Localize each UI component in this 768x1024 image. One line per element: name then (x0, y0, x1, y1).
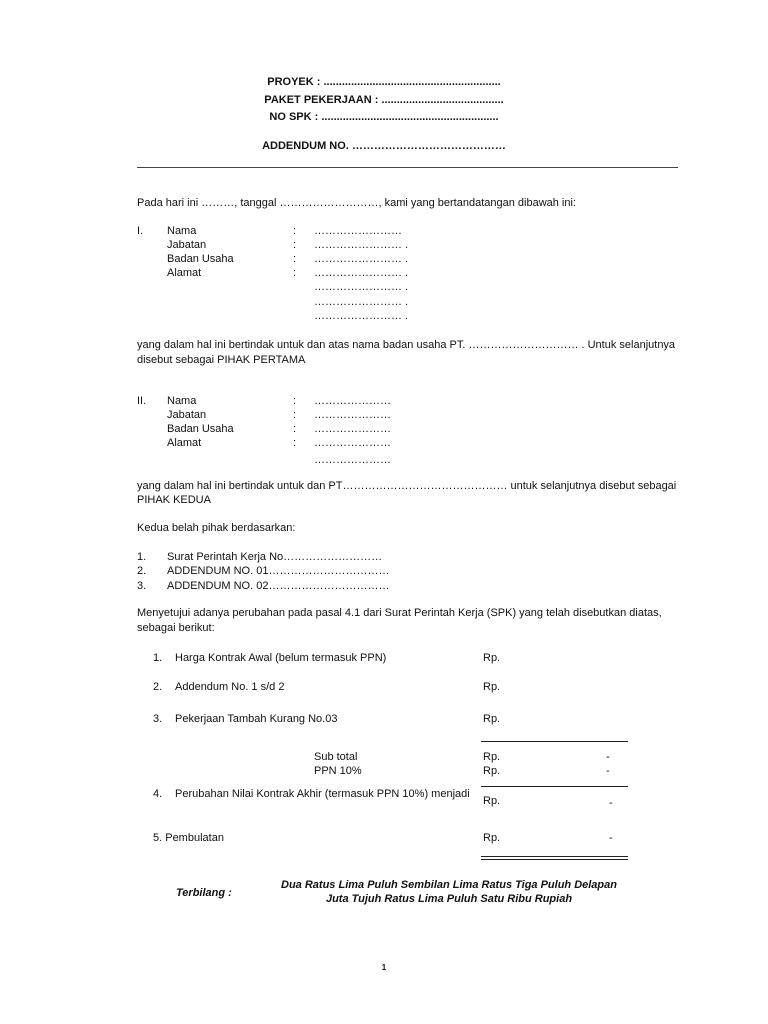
item-currency: Rp. (483, 795, 501, 807)
terbilang-line2: Juta Tujuh Ratus Lima Puluh Satu Ribu Rupiah (325, 893, 573, 905)
party2-number: II. (137, 395, 147, 407)
agreement-line1: Menyetujui adanya perubahan pada pasal 4.1 dari Surat Perintah Kerja (SPK) yang telah disebutkan diatas, (137, 607, 662, 619)
item-currency: Rp. (483, 652, 501, 664)
ppn-amount: - (606, 765, 610, 777)
pembulatan-currency: Rp. (483, 832, 501, 844)
item-harga-kontrak-awal: Harga Kontrak Awal (belum termasuk PPN) (175, 652, 387, 664)
basis-item-spk: Surat Perintah Kerja No……………………… (167, 551, 383, 563)
party1-nama-label: Nama (167, 225, 197, 237)
party1-jabatan-value: …………………… . (314, 239, 409, 251)
party2-nama-value: ………………… (314, 395, 391, 407)
party1-number: I. (137, 225, 144, 237)
party2-alamat-value: ………………… (314, 437, 391, 449)
pembulatan-amount: - (609, 832, 613, 844)
basis-number: 2. (137, 565, 147, 577)
party2-jabatan-label: Jabatan (167, 409, 207, 421)
party2-alamat-label: Alamat (167, 437, 202, 449)
grand-total-rule-bottom (481, 859, 628, 860)
basis-item-addendum-02: ADDENDUM NO. 02…………………………… (167, 580, 390, 592)
party1-badan-usaha-label: Badan Usaha (167, 253, 234, 265)
colon: : (293, 409, 297, 421)
colon: : (293, 395, 297, 407)
nilai-kontrak-akhir-amount: - (609, 797, 613, 809)
paket-line: PAKET PEKERJAAN : ........................................ (264, 94, 504, 106)
page-number: 1 (381, 963, 387, 972)
item-number: 3. (153, 713, 163, 725)
party2-jabatan-value: ………………… (314, 409, 391, 421)
colon: : (293, 423, 297, 435)
party2-description-line1: yang dalam hal ini bertindak untuk dan PT……………………………………… untuk selanjutnya disebut sebagai (137, 480, 677, 492)
colon: : (293, 239, 297, 251)
subtotal-currency: Rp. (483, 751, 501, 763)
party1-alamat-line4: …………………… . (314, 310, 409, 322)
party1-description-line1: yang dalam hal ini bertindak untuk dan atas nama badan usaha PT. ………………………… . Untuk selanjutnya (137, 339, 676, 351)
item-number: 2. (153, 681, 163, 693)
total-rule (481, 786, 628, 787)
colon: : (293, 267, 297, 279)
header-divider (137, 167, 678, 168)
grand-total-rule-top (481, 856, 628, 857)
ppn-currency: Rp. (483, 765, 501, 777)
party2-badan-usaha-label: Badan Usaha (167, 423, 234, 435)
item-pekerjaan-tambah-kurang: Pekerjaan Tambah Kurang No.03 (175, 713, 338, 725)
addendum-title: ADDENDUM NO. …………………………………… (262, 140, 506, 152)
party1-jabatan-label: Jabatan (167, 239, 207, 251)
party2-badan-usaha-value: ………………… (314, 423, 391, 435)
subtotal-label: Sub total (314, 751, 358, 763)
party1-badan-usaha-value: …………………… . (314, 253, 409, 265)
basis-number: 1. (137, 551, 147, 563)
colon: : (293, 437, 297, 449)
item-addendum: Addendum No. 1 s/d 2 (175, 681, 285, 693)
agreement-line2: sebagai berikut: (137, 622, 215, 634)
intro-text: Pada hari ini ………, tanggal ………………………, kami yang bertandatangan dibawah ini: (137, 197, 576, 209)
party1-alamat-line2: …………………… . (314, 281, 409, 293)
party1-nama-value: …………………… (314, 225, 402, 237)
party1-alamat-line3: …………………… . (314, 296, 409, 308)
proyek-line: PROYEK : .......................................................... (267, 76, 501, 88)
ppn-label: PPN 10% (314, 765, 362, 777)
item-currency: Rp. (483, 681, 501, 693)
subtotal-rule (481, 741, 628, 742)
item-number: 1. (153, 652, 163, 664)
item-nilai-kontrak-akhir: Perubahan Nilai Kontrak Akhir (termasuk PPN 10%) menjadi (175, 788, 470, 800)
party1-description-line2: disebut sebagai PIHAK PERTAMA (137, 354, 306, 366)
subtotal-amount: - (606, 751, 610, 763)
party2-description-line2: PIHAK KEDUA (137, 494, 211, 506)
colon: : (293, 225, 297, 237)
party1-alamat-label: Alamat (167, 267, 202, 279)
party1-alamat-value: …………………… . (314, 267, 409, 279)
basis-item-addendum-01: ADDENDUM NO. 01…………………………… (167, 565, 390, 577)
item-number: 4. (153, 788, 163, 800)
no-spk-line: NO SPK : .......................................................... (269, 111, 499, 123)
party2-alamat-line2: ………………… (314, 454, 391, 466)
item-pembulatan: 5. Pembulatan (153, 832, 224, 844)
terbilang-label: Terbilang : (176, 887, 232, 899)
basis-number: 3. (137, 580, 147, 592)
item-currency: Rp. (483, 713, 501, 725)
colon: : (293, 253, 297, 265)
terbilang-line1: Dua Ratus Lima Puluh Sembilan Lima Ratus Tiga Puluh Delapan (281, 879, 617, 891)
basis-intro: Kedua belah pihak berdasarkan: (137, 522, 296, 534)
party2-nama-label: Nama (167, 395, 197, 407)
